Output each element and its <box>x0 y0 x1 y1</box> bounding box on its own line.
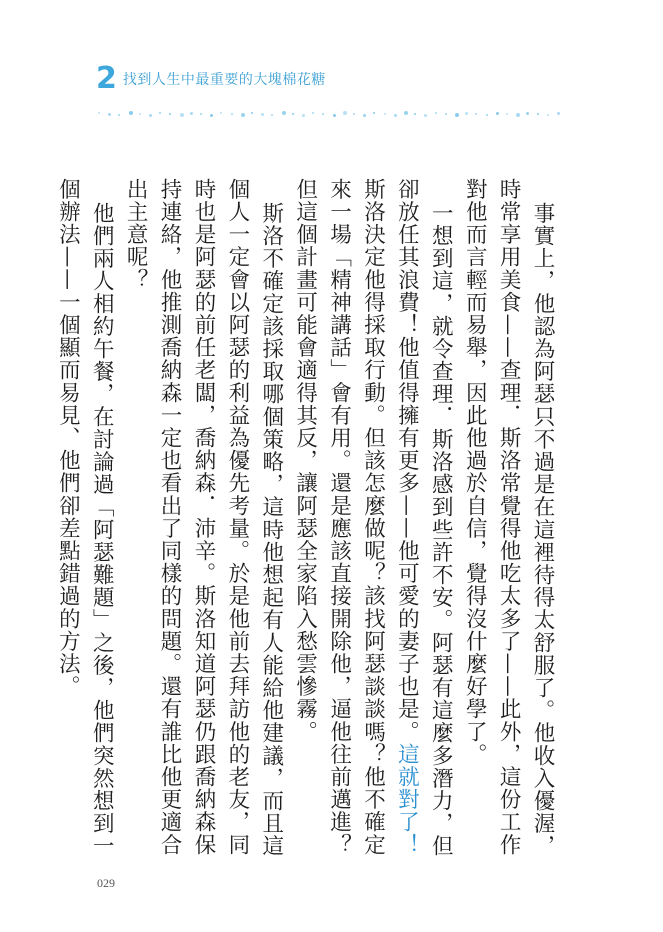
divider-dot <box>98 112 100 114</box>
divider-dot <box>200 113 202 115</box>
divider-dot <box>343 111 347 115</box>
divider-dot <box>506 113 508 115</box>
divider-dot <box>261 113 264 116</box>
divider-dot <box>353 113 355 115</box>
divider-dot <box>496 112 499 115</box>
divider-dot <box>445 113 447 115</box>
divider-dot <box>455 113 459 117</box>
divider-dot <box>241 113 245 117</box>
paragraph-1: 事實上，他認為阿瑟只不過是在這裡待得太舒服了。他收入優渥，時常享用美食——查理．斯洛常覺得他吃太多了——此外，這份工作對他而言輕而易舉，因此他過於自信，覺得沒什麼好學了。 <box>462 178 555 858</box>
chapter-header <box>96 61 326 96</box>
divider-dot <box>435 112 437 114</box>
divider-dot <box>557 112 560 115</box>
divider-dot <box>108 113 111 116</box>
divider-dot <box>282 111 286 115</box>
body-text <box>55 178 559 868</box>
paragraph-2: 一想到這，就令查理．斯洛感到些許不安。阿瑟有這麼多潛力，但卻放任其浪費！他值得擁有更多——他可愛的妻子也是。這就對了！斯洛決定他得採取行動。但該怎麼做呢？該找阿瑟談談嗎？他不確定來一場「精神講話」會有用。還是應該直接開除他，逼他往前邁進？但這個計畫可能會適得其反，讓阿瑟全家陷入愁雲慘霧。 <box>292 178 454 858</box>
divider-dot <box>516 113 520 117</box>
divider-dot <box>139 113 141 115</box>
divider-dot <box>149 114 152 117</box>
divider-dot <box>537 113 539 115</box>
divider-dot <box>220 112 222 114</box>
divider-dot <box>333 114 336 117</box>
decorative-dots-divider <box>98 108 568 122</box>
divider-dot <box>302 114 305 117</box>
divider-dot <box>547 114 549 116</box>
page-number: 029 <box>97 876 115 890</box>
divider-dot <box>312 112 314 114</box>
divider-dot <box>465 112 468 115</box>
divider-dot <box>180 113 184 117</box>
divider-dot <box>424 114 427 117</box>
divider-dot <box>231 113 233 115</box>
divider-dot <box>322 113 324 115</box>
divider-dot <box>271 114 273 116</box>
divider-dot <box>414 113 416 115</box>
divider-dot <box>251 112 253 114</box>
divider-dot <box>373 112 375 114</box>
divider-dot <box>159 112 161 114</box>
divider-dot <box>404 111 408 115</box>
paragraph-3: 斯洛不確定該採取哪個策略，這時他想起有人能給他建議，而且這個人一定會以阿瑟的利益為優先考量。於是他前去拜訪他的老友，同時也是阿瑟的前任老闆，喬納森．沛辛。斯洛知道阿瑟仍跟喬納森保持連絡，他推測喬納森一定也看出了同樣的問題。還有誰比他更適合出主意呢？ <box>123 178 284 858</box>
divider-dot <box>394 114 397 117</box>
divider-dot <box>526 112 529 115</box>
divider-dot <box>475 113 477 115</box>
chapter-title: 找到人生中最重要的大塊棉花糖 <box>122 72 326 88</box>
divider-dot <box>486 114 488 116</box>
divider-dot <box>384 113 386 115</box>
divider-dot <box>292 113 294 115</box>
divider-dot <box>363 114 366 117</box>
divider-dot <box>129 111 133 115</box>
divider-dot <box>169 113 171 115</box>
paragraph-4: 他們兩人相約午餐，在討論過「阿瑟難題」之後，他們突然想到一個辦法——一個顯而易見、他們卻差點錯過的方法。 <box>55 178 115 858</box>
divider-dot <box>190 112 193 115</box>
chapter-number: 2 <box>96 61 117 96</box>
highlighted-phrase: 這就對了！ <box>394 743 420 856</box>
divider-dot <box>210 114 213 117</box>
divider-dot <box>118 114 120 116</box>
